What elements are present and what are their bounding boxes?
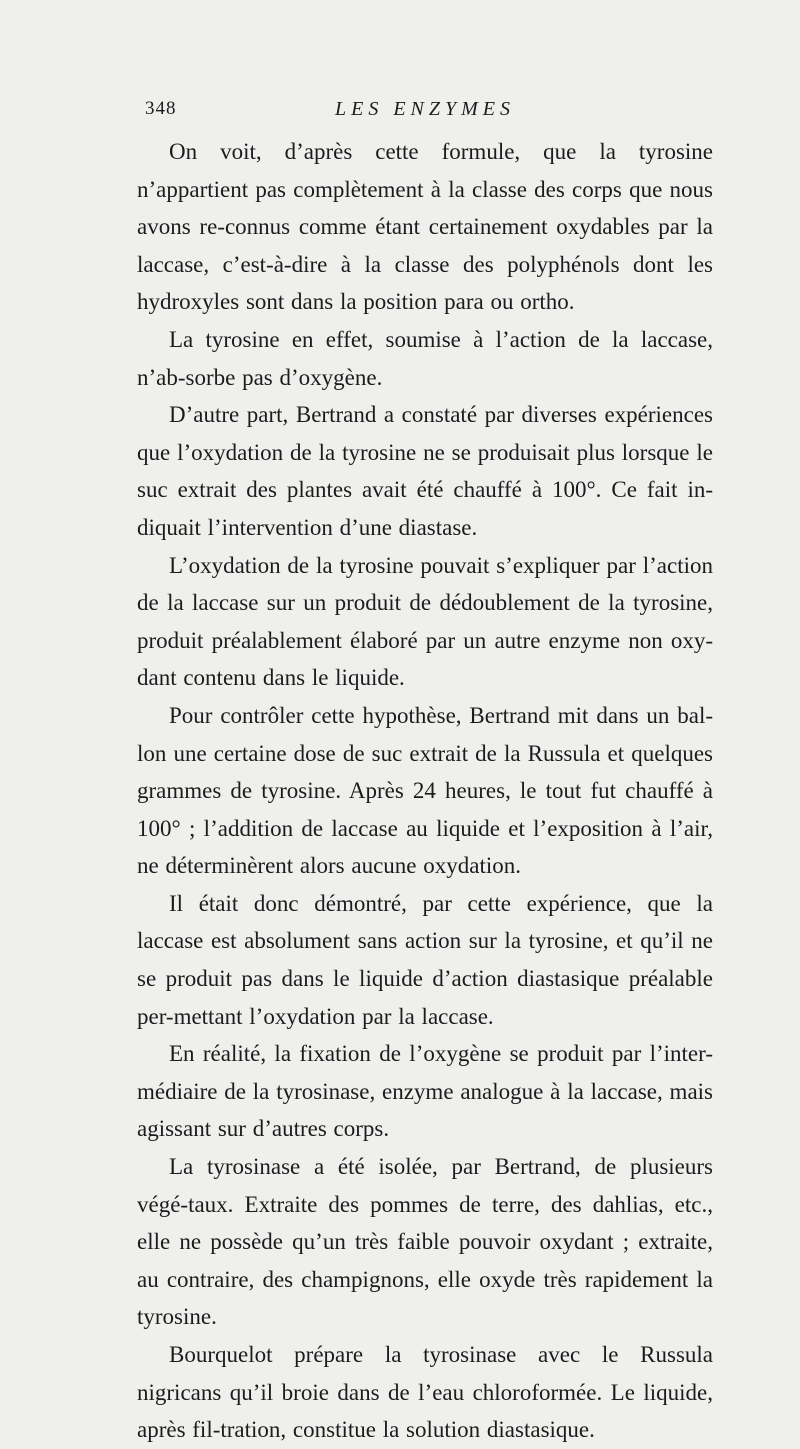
paragraph-8: La tyrosinase a été isolée, par Bertrand, de plusieurs végé-taux. Extraite des pommes de terre, des dahlias, etc., elle ne possède qu’un très faible pouvoir oxydant ; extraite, au contraire, des champignons, elle oxyde très rapidement la tyrosine. — [137, 1154, 713, 1330]
page-number: 348 — [145, 98, 177, 119]
paragraph-6: Il était donc démontré, par cette expérience, que la laccase est absolument sans action sur la tyrosine, et qu’il ne se produit pas dans le liquide d’action diastasique préalable per-mettant l’oxydation par la laccase. — [137, 890, 713, 1029]
paragraph-5: Pour contrôler cette hypothèse, Bertrand mit dans un bal-lon une certaine dose de suc extrait de la Russula et quelques grammes de tyrosine. Après 24 heures, le tout fut chauffé à 100° ; l’addition de laccase au liquide et l’exposition à l’air, ne déterminèrent alors aucune oxydation. — [137, 702, 713, 879]
paragraph-1: On voit, d’après cette formule, que la tyrosine n’appartient pas complètement à la classe des corps que nous avons re-connus comme étant certainement oxydables par la laccase, c’est-à-dire à la classe des polyphénols dont les hydroxyles sont dans la position para ou ortho. — [137, 139, 713, 315]
body-text — [137, 133, 713, 1449]
paragraph-2: La tyrosine en effet, soumise à l’action de la laccase, n’ab-sorbe pas d’oxygène. — [137, 326, 713, 390]
paragraph-3: D’autre part, Bertrand a constaté par diverses expériences que l’oxydation de la tyrosine ne se produisait plus lorsque le suc extrait des plantes avait été chauffé à 100°. Ce fait in-diquait l’intervention d’une diastase. — [137, 402, 713, 540]
page-header — [145, 98, 705, 124]
running-title: LES ENZYMES — [334, 98, 516, 120]
paragraph-7: En réalité, la fixation de l’oxygène se produit par l’inter-médiaire de la tyrosinase, enzyme analogue à la laccase, mais agissant sur d’autres corps. — [137, 1041, 713, 1142]
paragraph-9: Bourquelot prépare la tyrosinase avec le Russula nigricans qu’il broie dans de l’eau chloroformée. Le liquide, après fil-tration, constitue la solution diastasique. — [137, 1342, 713, 1443]
paragraph-4: L’oxydation de la tyrosine pouvait s’expliquer par l’action de la laccase sur un produit de dédoublement de la tyrosine, produit préalablement élaboré par un autre enzyme non oxy-dant contenu dans le liquide. — [137, 552, 713, 691]
